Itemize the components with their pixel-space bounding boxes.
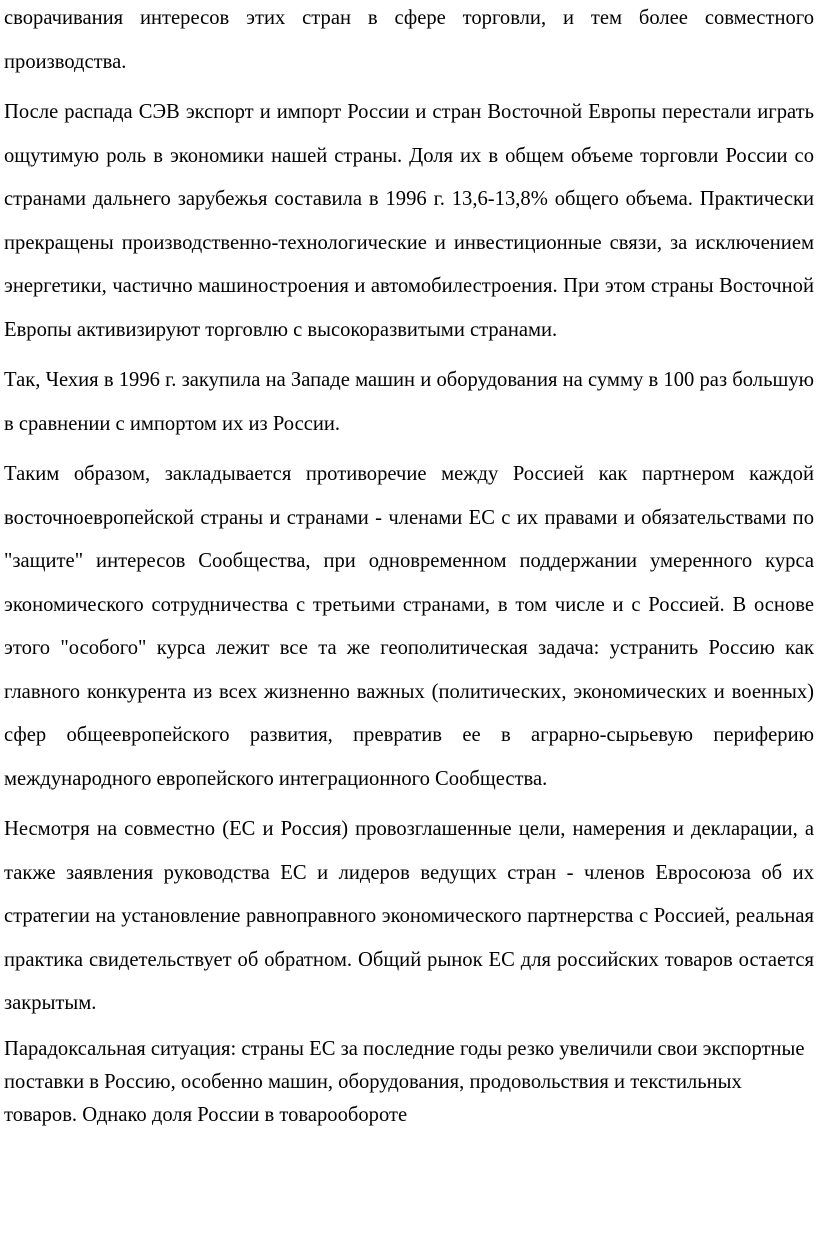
paragraph-5: Несмотря на совместно (ЕС и Россия) провозглашенные цели, намерения и декларации, а также заявления руководства ЕС и лидеров ведущих стран - членов Евросоюза об их стратегии на установление равноправного экономического партнерства с Россией, реальная практика свидетельствует об обратном. Общий рынок ЕС для российских товаров остается закрытым. <box>4 818 814 1014</box>
paragraph-1: сворачивания интересов этих стран в сфере торговли, и тем более совместного производства. <box>4 7 814 73</box>
paragraph-2: После распада СЭВ экспорт и импорт России и стран Восточной Европы перестали играть ощутимую роль в экономики нашей страны. Доля их в общем объеме торговли России со странами дальнего зарубежья составила в 1996 г. 13,6-13,8% общего объема. Практически прекращены производственно-технологические и инвестиционные связи, за исключением энергетики, частично машиностроения и автомобилестроения. При этом страны Восточной Европы активизируют торговлю с высокоразвитыми странами. <box>4 101 814 341</box>
paragraph-3: Так, Чехия в 1996 г. закупила на Западе машин и оборудования на сумму в 100 раз большую в сравнении с импортом их из России. <box>4 369 814 435</box>
paragraph-4: Таким образом, закладывается противоречие между Россией как партнером каждой восточноевропейской страны и странами - членами ЕС с их правами и обязательствами по "защите" интересов Сообщества, при одновременном поддержании умеренного курса экономического сотрудничества с третьими странами, в том числе и с Россией. В основе этого "особого" курса лежит все та же геополитическая задача: устранить Россию как главного конкурента из всех жизненно важных (политических, экономических и военных) сфер общеевропейского развития, превратив ее в аграрно-сырьевую периферию международного европейского интеграционного Сообщества. <box>4 463 814 790</box>
paragraph-6: Парадоксальная ситуация: страны ЕС за последние годы резко увеличили свои экспортные поставки в Россию, особенно машин, оборудования, продовольствия и текстильных товаров. Однако доля России в товарообороте <box>4 1037 805 1126</box>
document-page <box>4 0 814 1132</box>
